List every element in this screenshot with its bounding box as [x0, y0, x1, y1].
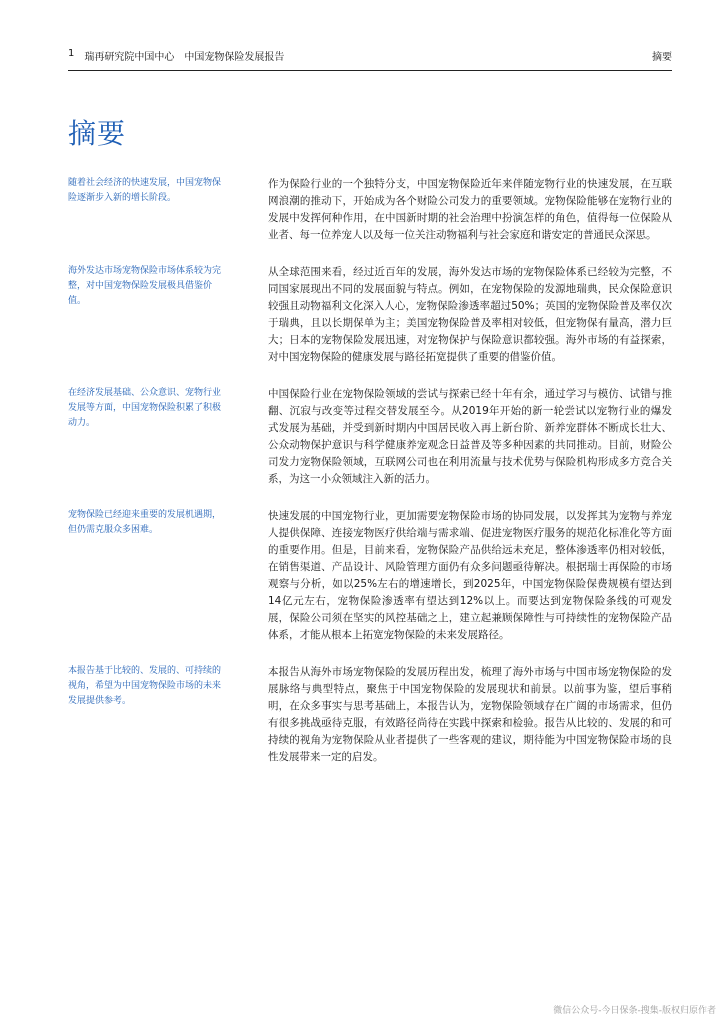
report-title: 中国宠物保险发展报告	[184, 52, 285, 63]
section-sidenote: 在经济发展基础、公众意识、宠物行业发展等方面，中国宠物保险积累了积极动力。	[68, 388, 222, 428]
summary-section	[68, 664, 672, 766]
summary-section	[68, 176, 672, 244]
section-sidenote: 海外发达市场宠物保险市场体系较为完整，对中国宠物保险发展极具借鉴价值。	[68, 266, 222, 306]
watermark-footer: 微信公众号-今日保条-搜集-版权归原作者	[553, 1006, 716, 1016]
summary-section	[68, 264, 672, 366]
page-number: 1	[68, 48, 75, 59]
page-header	[68, 48, 672, 63]
section-body: 快速发展的中国宠物行业，更加需要宠物保险市场的协同发展，以发挥其为宠物与养宠人提供保障、连接宠物医疗供给端与需求端、促进宠物医疗服务的规范化标准化等方面的重要作用。但是，目前来看，宠物保险产品供给远未充足，整体渗透率仍相对较低，在销售渠道、产品设计、风险管理方面仍有众多问题亟待解决。根据瑞士再保险的市场观察与分析，如以25%左右的增速增长，到2025年，中国宠物保险保费规模有望达到14亿元左右，宠物保险渗透率有望达到12%以上。而要达到宠物保险条线的可观发展，保险公司须在坚实的风控基础之上，建立起兼顾保障性与可持续性的宠物保险产品体系，才能从根本上拓宽宠物保险的未来发展路径。	[268, 510, 672, 641]
header-left	[68, 48, 284, 63]
section-body: 中国保险行业在宠物保险领域的尝试与探索已经十年有余，通过学习与模仿、试错与推翻、沉寂与改变等过程交替发展至今。从2019年开始的新一轮尝试以宠物行业的爆发式发展为基础，并受到新时期内中国居民收入再上新台阶、新养宠群体不断成长壮大、公众动物保护意识与科学健康养宠观念日益普及等多种因素的共同推动。目前，财险公司发力宠物保险领域，互联网公司也在利用流量与技术优势与保险机构形成多方竞合关系，为这一小众领域注入新的活力。	[268, 388, 672, 485]
summary-section	[68, 386, 672, 488]
summary-sections	[68, 176, 672, 786]
header-divider	[68, 70, 672, 71]
page-title: 摘要	[68, 117, 127, 150]
section-label: 摘要	[652, 52, 672, 63]
section-body: 本报告从海外市场宠物保险的发展历程出发，梳理了海外市场与中国市场宠物保险的发展脉络与典型特点，聚焦于中国宠物保险的发展现状和前景。以前事为鉴，望后事稍明，在众多事实与思考基础上，本报告认为，宠物保险领域存在广阔的市场需求，但仍有很多挑战亟待克服，有效路径尚待在实践中探索和检验。报告从比较的、发展的和可持续的视角为宠物保险从业者提供了一些客观的建议，期待能为中国宠物保险市场的良性发展带来一定的启发。	[268, 666, 672, 763]
section-sidenote: 宠物保险已经迎来重要的发展机遇期，但仍需克服众多困难。	[68, 510, 222, 535]
section-body: 作为保险行业的一个独特分支，中国宠物保险近年来伴随宠物行业的快速发展，在互联网浪潮的推动下，开始成为各个财险公司发力的重要领域。宠物保险能够在宠物行业的发展中发挥何种作用，在中国新时期的社会治理中扮演怎样的角色，值得每一位保险从业者、每一位养宠人以及每一位关注动物福利与社会家庭和谐安定的普通民众深思。	[268, 178, 672, 241]
summary-section	[68, 508, 672, 644]
section-body: 从全球范围来看，经过近百年的发展，海外发达市场的宠物保险体系已经较为完整，不同国家展现出不同的发展面貌与特点。例如，在宠物保险的发源地瑞典，民众保险意识较强且动物福利文化深入人心，宠物保险渗透率超过50%；英国的宠物保险普及率仅次于瑞典，且以长期保单为主；美国宠物保险普及率相对较低，但宠物保有量高，潜力巨大；日本的宠物保险发展迅速，对宠物保护与保险意识都较强。海外市场的有益探索，对中国宠物保险的健康发展与路径拓宽提供了重要的借鉴价值。	[268, 266, 672, 363]
publisher: 瑞再研究院中国中心	[84, 52, 175, 63]
section-sidenote: 本报告基于比较的、发展的、可持续的视角，希望为中国宠物保险市场的未来发展提供参考。	[68, 666, 222, 706]
section-sidenote: 随着社会经济的快速发展，中国宠物保险逐渐步入新的增长阶段。	[68, 178, 222, 203]
